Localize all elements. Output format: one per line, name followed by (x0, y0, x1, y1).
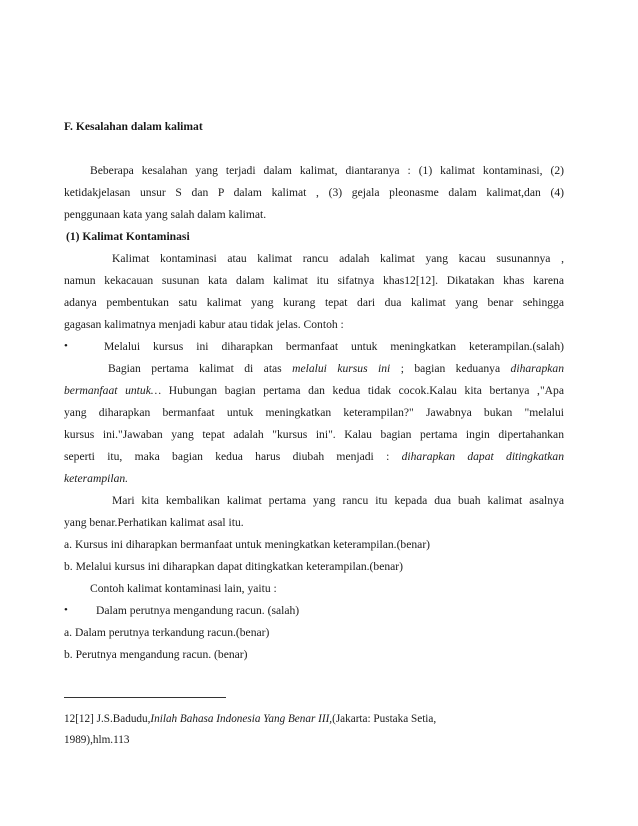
intro-line-3: penggunaan kata yang salah dalam kalimat. (64, 208, 267, 221)
intro-line-2: ketidakjelasan unsur S dan P dalam kalimat , (3) gejala pleonasme dalam kalimat,dan (4) (64, 186, 564, 199)
section-heading: F. Kesalahan dalam kalimat (64, 120, 203, 133)
footnote-line-2: 1989),hlm.113 (64, 734, 130, 746)
bullet-icon: • (64, 604, 68, 616)
p3-line-2: yang benar.Perhatikan kalimat asal itu. (64, 516, 244, 529)
p1-line-3: adanya pembentukan satu kalimat yang kurang tepat dari dua kalimat yang benar sehingga (64, 296, 564, 309)
list2-item-a: a. Dalam perutnya terkandung racun.(benar) (64, 626, 270, 639)
example-1: Melalui kursus ini diharapkan bermanfaat untuk meningkatkan keterampilan.(salah) (104, 340, 564, 353)
subheading: (1) Kalimat Kontaminasi (66, 230, 190, 243)
p2-line-6: keterampilan. (64, 472, 129, 485)
p2-line-5: seperti itu, maka bagian kedua harus diubah menjadi : diharapkan dapat ditingkatkan (64, 450, 564, 463)
list-item-a: a. Kursus ini diharapkan bermanfaat untuk meningkatkan keterampilan.(benar) (64, 538, 431, 551)
bullet-icon: • (64, 340, 68, 352)
footnote-divider (64, 697, 226, 698)
footnote-line-1: 12[12] J.S.Badudu,Inilah Bahasa Indonesia Yang Benar III,(Jakarta: Pustaka Setia, (64, 713, 437, 725)
p2-line-2: bermanfaat untuk… Hubungan bagian pertama dan kedua tidak cocok.Kalau kita bertanya ,"Apa (64, 384, 565, 397)
p1-line-4: gagasan kalimatnya menjadi kabur atau tidak jelas. Contoh : (64, 318, 344, 331)
list2-item-b: b. Perutnya mengandung racun. (benar) (64, 648, 248, 661)
other-example-intro: Contoh kalimat kontaminasi lain, yaitu : (90, 582, 277, 595)
p2-line-1: Bagian pertama kalimat di atas melalui kursus ini ; bagian keduanya diharapkan (108, 362, 565, 375)
intro-line-1: Beberapa kesalahan yang terjadi dalam kalimat, diantaranya : (1) kalimat kontaminasi, (2) (90, 164, 564, 177)
p2-line-3: yang diharapkan bermanfaat untuk meningkatkan keterampilan?" Jawabnya bukan "melalui (64, 406, 564, 419)
p1-line-2: namun kekacauan susunan kata dalam kalimat itu sifatnya khas12[12]. Dikatakan khas karena (64, 274, 564, 287)
p2-line-4: kursus ini."Jawaban yang tepat adalah "kursus ini". Kalau bagian pertama ingin dipertahankan (64, 428, 564, 441)
list-item-b: b. Melalui kursus ini diharapkan dapat ditingkatkan keterampilan.(benar) (64, 560, 404, 573)
example-2: Dalam perutnya mengandung racun. (salah) (96, 604, 300, 617)
p3-line-1: Mari kita kembalikan kalimat pertama yang rancu itu kepada dua buah kalimat asalnya (112, 494, 564, 507)
p1-line-1: Kalimat kontaminasi atau kalimat rancu adalah kalimat yang kacau susunannya , (112, 252, 564, 265)
